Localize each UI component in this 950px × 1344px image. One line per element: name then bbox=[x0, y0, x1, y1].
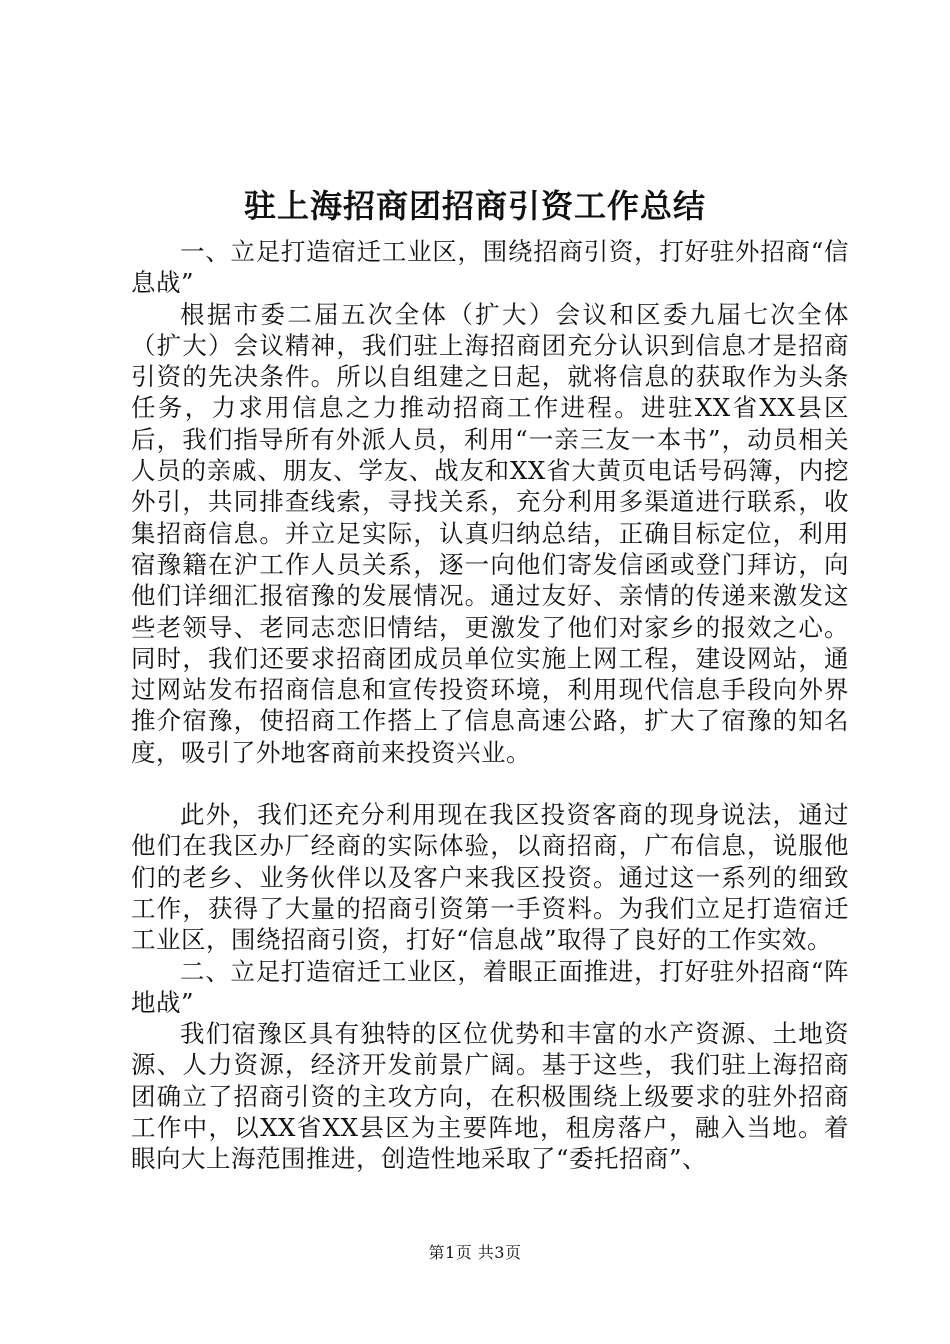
page-footer: 第1页 共3页 bbox=[428, 1243, 522, 1262]
section-heading-1: 一、立足打造宿迁工业区，围绕招商引资，打好驻外招商“信息战” bbox=[131, 237, 849, 298]
body-paragraph-3: 我们宿豫区具有独特的区位优势和丰富的水产资源、土地资源、人力资源，经济开发前景广阔。基于这些，我们驻上海招商团确立了招商引资的主攻方向，在积极围绕上级要求的驻外招商工作中，以XX省XX县区为主要阵地，租房落户，融入当地。着眼向大上海范围推进，创造性地采取了“委托招商”、 bbox=[131, 1019, 849, 1174]
document-title: 驻上海招商团招商引资工作总结 bbox=[243, 187, 706, 225]
body-paragraph-2: 此外，我们还充分利用现在我区投资客商的现身说法，通过他们在我区办厂经商的实际体验，以商招商，广布信息，说服他们的老乡、业务伙伴以及客户来我区投资。通过这一系列的细致工作，获得了大量的招商引资第一手资料。为我们立足打造宿迁工业区，围绕招商引资，打好“信息战”取得了良好的工作实效。 bbox=[131, 800, 849, 955]
section-heading-2: 二、立足打造宿迁工业区，着眼正面推进，打好驻外招商“阵地战” bbox=[131, 956, 849, 1017]
body-paragraph-1: 根据市委二届五次全体（扩大）会议和区委九届七次全体（扩大）会议精神，我们驻上海招商团充分认识到信息才是招商引资的先决条件。所以自组建之日起，就将信息的获取作为头条任务，力求用信息之力推动招商工作进程。进驻XX省XX县区后，我们指导所有外派人员，利用“一亲三友一本书”，动员相关人员的亲戚、朋友、学友、战友和XX省大黄页电话号码簿，内挖外引，共同排查线索，寻找关系，充分利用多渠道进行联系，收集招商信息。并立足实际，认真归纳总结，正确目标定位，利用宿豫籍在沪工作人员关系，逐一向他们寄发信函或登门拜访，向他们详细汇报宿豫的发展情况。通过友好、亲情的传递来激发这些老领导、老同志恋旧情结，更激发了他们对家乡的报效之心。同时，我们还要求招商团成员单位实施上网工程，建设网站，通过网站发布招商信息和宣传投资环境，利用现代信息手段向外界推介宿豫，使招商工作搭上了信息高速公路，扩大了宿豫的知名度，吸引了外地客商前来投资兴业。 bbox=[131, 299, 849, 767]
document-body bbox=[131, 236, 849, 1175]
